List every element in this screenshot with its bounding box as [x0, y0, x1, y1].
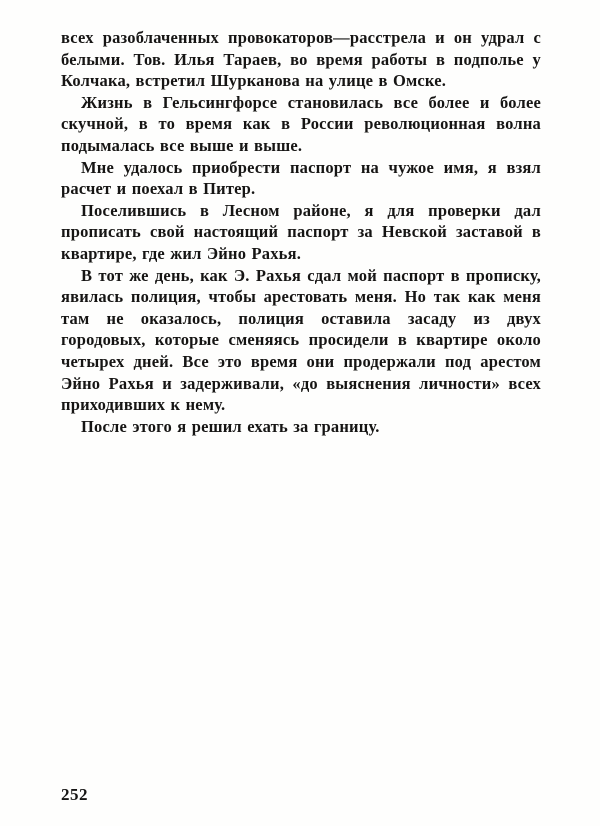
paragraph: В тот же день, как Э. Рахья сдал мой паспорт в прописку, явилась полиция, чтобы арестовать меня. Но так как меня там не оказалось, полиция оставила засаду из двух городовых, которые сменяясь просидели в квартире около четырех дней. Все это время они продержали под арестом Эйно Рахья и задерживали, «до выяснения личности» всех приходивших к нему.	[61, 265, 541, 415]
paragraph: После этого я решил ехать за границу.	[81, 416, 380, 436]
page-number: 252	[61, 785, 88, 804]
body-text	[61, 27, 541, 437]
paragraph-continuation: всех разоблаченных провокаторов—расстрела и он удрал с белыми. Тов. Илья Тараев, во время работы в подполье у Колчака, встретил Шурканова на улице в Омске.	[61, 28, 541, 91]
paragraph: Поселившись в Лесном районе, я для проверки дал прописать свой настоящий паспорт за Невской заставой в квартире, где жил Эйно Рахья.	[61, 200, 541, 263]
paragraph: Жизнь в Гельсингфорсе становилась все более и более скучной, в то время как в России революционная волна подымалась все выше и выше.	[61, 92, 541, 155]
paragraph: Мне удалось приобрести паспорт на чужое имя, я взял расчет и поехал в Питер.	[61, 157, 541, 199]
